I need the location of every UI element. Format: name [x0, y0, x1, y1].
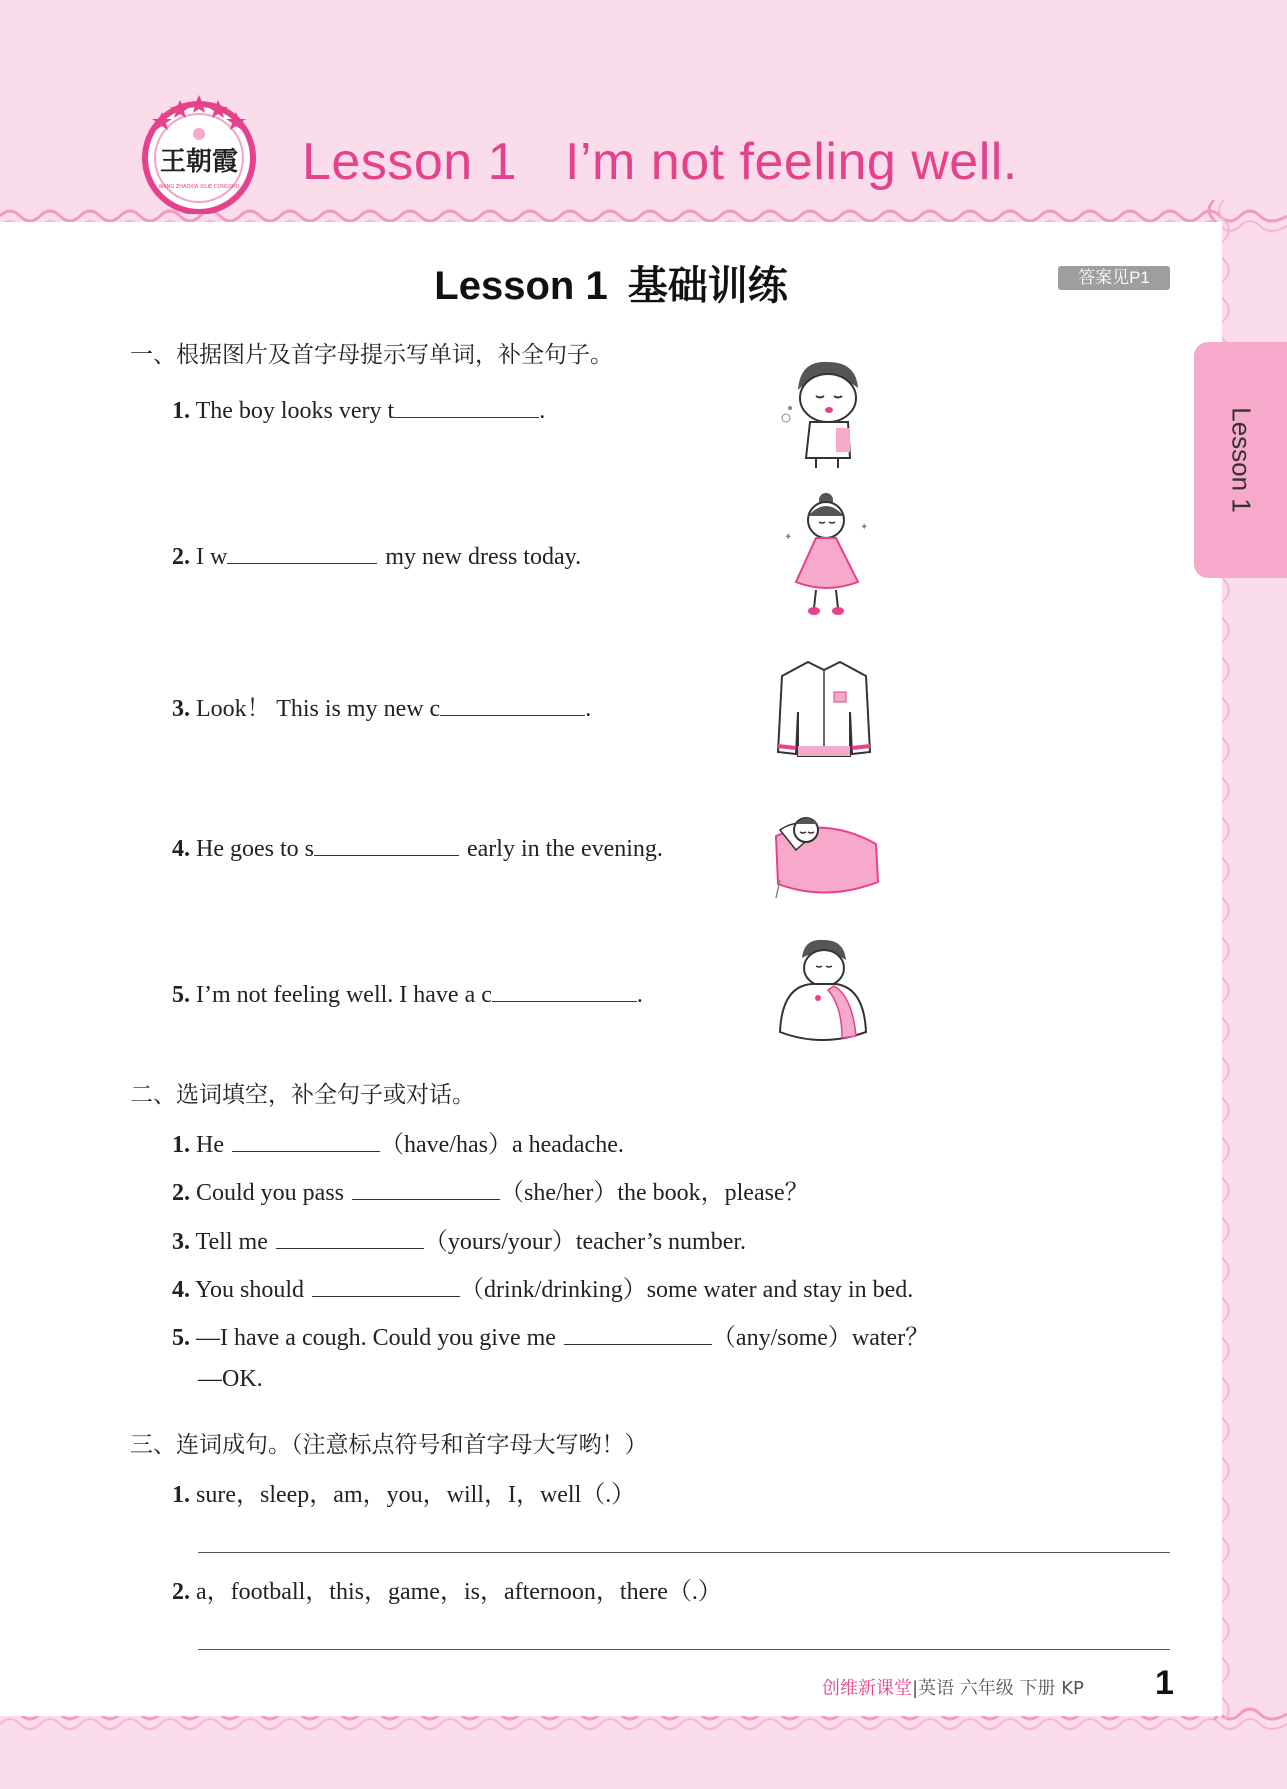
item-text-end: . [585, 696, 592, 722]
part2-item-3 [172, 1221, 746, 1256]
item-number: 2. [172, 1180, 190, 1206]
answer-blank[interactable] [314, 834, 459, 856]
svg-text:✦: ✦ [860, 522, 869, 533]
part1-item-2 [172, 542, 581, 571]
item-number: 1. [172, 1482, 190, 1508]
part3-item-2 [172, 1571, 722, 1606]
item-words: a，football，this，game，is，afternoon，there（.） [196, 1579, 722, 1605]
section-title [0, 254, 1222, 311]
part1-item-4 [172, 834, 663, 863]
footer-details: 英语 六年级 下册 KP [918, 1678, 1084, 1699]
answer-blank[interactable] [232, 1130, 380, 1152]
item-text: You should [195, 1277, 305, 1303]
answer-blank[interactable] [276, 1227, 424, 1249]
item-text-end: . [539, 398, 546, 424]
side-tab-lesson[interactable] [1194, 342, 1287, 578]
item-text: Could you pass [196, 1180, 345, 1206]
footer-separator: | [912, 1678, 919, 1699]
answer-line-2[interactable] [198, 1649, 1170, 1650]
item-text: Look！ This is my new c [196, 696, 441, 722]
item-text: The boy looks very t [195, 398, 395, 424]
page-number: 1 [1155, 1664, 1174, 1702]
answer-blank[interactable] [440, 694, 585, 716]
item-number: 3. [172, 696, 190, 722]
item-text: Tell me [195, 1229, 268, 1255]
girl-dress-picture [784, 493, 868, 615]
answer-blank[interactable] [352, 1178, 500, 1200]
part2-item-5 [172, 1317, 929, 1352]
item-text-end: （yours/your）teacher’s number. [423, 1229, 747, 1255]
item-text: He goes to s [196, 836, 314, 862]
item-number: 5. [172, 1325, 190, 1351]
part2-item-1 [172, 1124, 624, 1159]
item-text-end: （any/some）water？ [711, 1325, 930, 1351]
part1-item-5 [172, 980, 643, 1009]
section-title-en: Lesson 1 [434, 264, 608, 308]
main-title [302, 132, 1018, 192]
coat-picture [774, 656, 874, 760]
item-text: I’m not feeling well. I have a c [196, 982, 492, 1008]
item-number: 2. [172, 544, 190, 570]
item-text-end: （she/her）the book，please？ [500, 1180, 809, 1206]
footer-info [822, 1674, 1084, 1700]
side-tab-label: Lesson 1 [1226, 407, 1256, 513]
part1-item-3 [172, 688, 591, 723]
answer-blank[interactable] [564, 1323, 712, 1345]
main-title-text: I’m not feeling well. [565, 133, 1018, 191]
part2-item-5-reply: —OK. [198, 1366, 263, 1392]
footer-brand: 创维新课堂 [822, 1678, 912, 1699]
svg-text:✦: ✦ [784, 532, 793, 543]
item-number: 5. [172, 982, 190, 1008]
tired-boy-picture [776, 354, 876, 470]
cold-boy-picture [772, 936, 872, 1048]
part1-heading: 一、根据图片及首字母提示写单词，补全句子。 [130, 342, 613, 368]
main-title-lesson: Lesson 1 [302, 133, 518, 191]
item-words: sure，sleep，am，you，will，I，well（.） [196, 1482, 636, 1508]
part2-item-2 [172, 1172, 809, 1207]
answer-blank[interactable] [394, 396, 539, 418]
part2-item-4 [172, 1269, 913, 1304]
part1-item-1 [172, 396, 545, 425]
part2-heading: 二、选词填空，补全句子或对话。 [130, 1082, 475, 1108]
item-number: 1. [172, 1132, 190, 1158]
logo-text: 王朝霞 [159, 147, 239, 177]
item-number: 1. [172, 398, 190, 424]
publisher-logo [138, 92, 260, 214]
sleeping-boy-picture [766, 806, 886, 902]
item-text-end: （have/has）a headache. [379, 1132, 624, 1158]
answer-blank[interactable] [312, 1275, 460, 1297]
item-text-end: （drink/drinking）some water and stay in bed. [460, 1277, 914, 1303]
item-text-end: . [636, 982, 643, 1008]
part3-heading: 三、连词成句。（注意标点符号和首字母大写哟！） [130, 1432, 648, 1458]
answer-blank[interactable] [227, 542, 377, 564]
item-number: 2. [172, 1579, 190, 1605]
item-number: 4. [172, 1277, 190, 1303]
answer-blank[interactable] [492, 980, 637, 1002]
item-text-end: early in the evening. [466, 836, 663, 862]
item-text-end: my new dress today. [385, 544, 582, 570]
item-number: 4. [172, 836, 190, 862]
answer-reference-badge: 答案见P1 [1058, 266, 1170, 290]
item-number: 3. [172, 1229, 190, 1255]
item-text: —I have a cough. Could you give me [196, 1325, 556, 1351]
section-title-cn: 基础训练 [627, 264, 788, 308]
item-text: He [196, 1132, 224, 1158]
logo-subtext: WANG ZHAOXIA XILIE CONGSHU [158, 184, 240, 190]
item-text: I w [196, 544, 228, 570]
part3-item-1 [172, 1474, 635, 1509]
answer-line-1[interactable] [198, 1552, 1170, 1553]
